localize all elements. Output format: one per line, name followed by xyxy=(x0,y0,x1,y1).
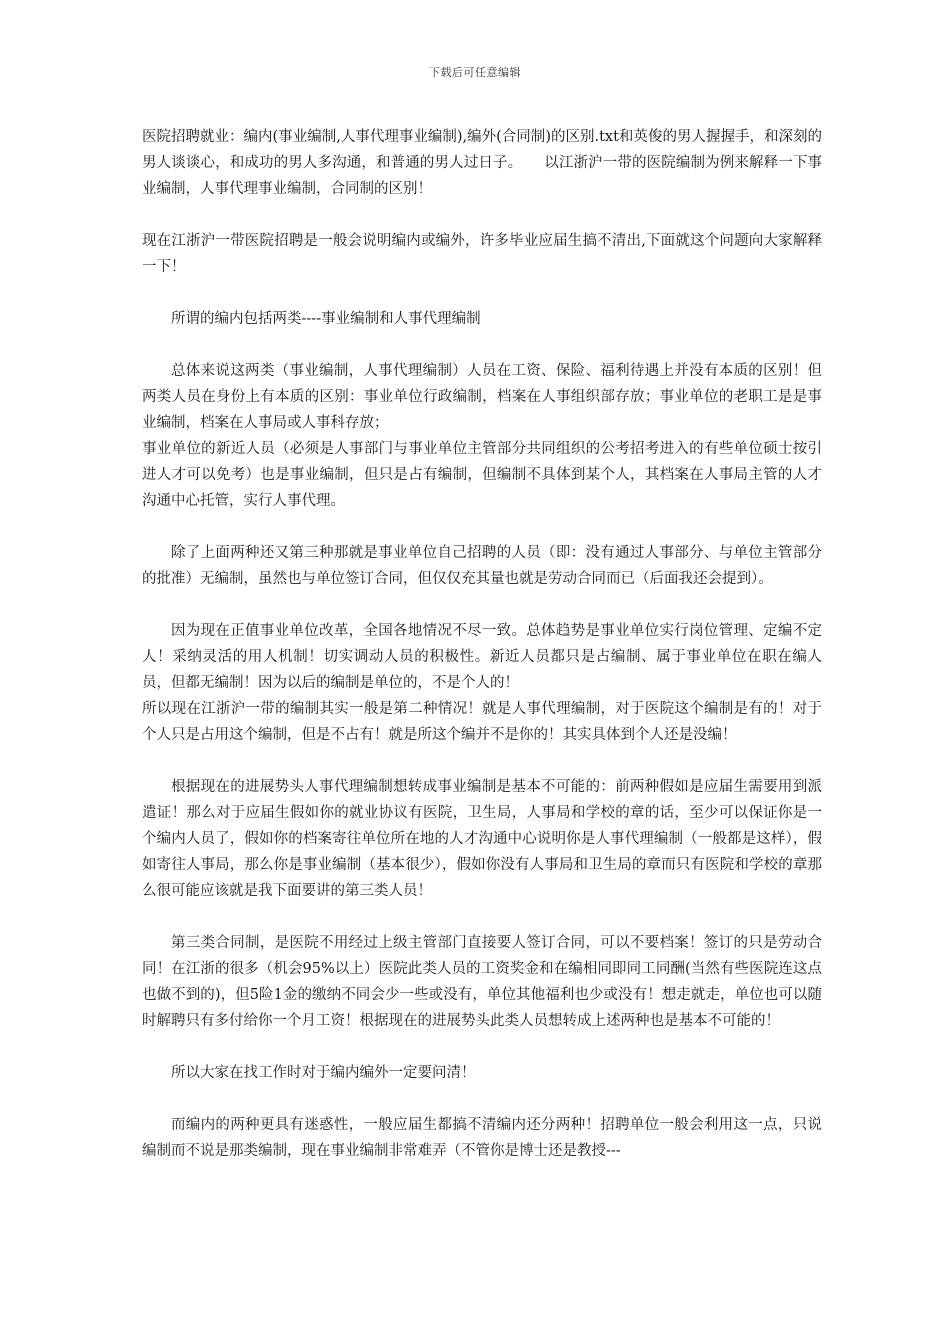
paragraph-6: 根据现在的进展势头人事代理编制想转成事业编制是基本不可能的：前两种假如是应届生需要用到派遣证！那么对于应届生假如你的就业协议有医院，卫生局，人事局和学校的章的话，至少可以保证你是一个编内人员了，假如你的档案寄往单位所在地的人才沟通中心说明你是人事代理编制（一般都是这样），假如寄往人事局，那么你是事业编制（基本很少），假如你没有人事局和卫生局的章而只有医院和学校的章那么很可能应该就是我下面要讲的第三类人员！ xyxy=(142,779,822,899)
paragraph-9: 而编内的两种更具有迷惑性，一般应届生都搞不清编内还分两种！招聘单位一般会利用这一点，只说编制而不说是那类编制，现在事业编制非常难弄（不管你是博士还是教授--- xyxy=(142,1117,822,1159)
paragraph-1: 现在江浙沪一带医院招聘是一般会说明编内或编外，许多毕业应届生搞不清出,下面就这个问题向大家解释一下！ xyxy=(142,233,822,275)
paragraph-8: 所以大家在找工作时对于编内编外一定要问清！ xyxy=(171,1065,476,1081)
paragraph-intro: 医院招聘就业：编内(事业编制,人事代理事业编制),编外(合同制)的区别.txt和英俊的男人握握手，和深刻的男人谈谈心，和成功的男人多沟通，和普通的男人过日子。 以江浙沪一带的医院编制为例来解释一下事业编制，人事代理事业编制，合同制的区别！ xyxy=(142,129,822,197)
paragraph-3-part-b: 事业单位的新近人员（必须是人事部门与事业单位主管部分共同组织的公考招考进入的有些单位硕士按引进人才可以免考）也是事业编制，但只是占有编制，但编制不具体到某个人，其档案在人事局主管的人才沟通中心托管，实行人事代理。 xyxy=(142,441,822,509)
paragraph-5-part-b: 所以现在江浙沪一带的编制其实一般是第二种情况！就是人事代理编制，对于医院这个编制是有的！对于个人只是占用这个编制，但是不占有！就是所这个编并不是你的！其实具体到个人还是没编！ xyxy=(142,701,822,743)
paragraph-5 xyxy=(142,618,822,748)
paragraph-5-part-a: 因为现在正值事业单位改革，全国各地情况不尽一致。总体趋势是事业单位实行岗位管理、定编不定人！采纳灵活的用人机制！切实调动人员的积极性。新近人员都只是占编制、属于事业单位在职在编人员，但都无编制！因为以后的编制是单位的，不是个人的！ xyxy=(142,623,822,691)
paragraph-2: 所谓的编内包括两类----事业编制和人事代理编制 xyxy=(171,311,481,327)
document-body xyxy=(142,124,822,1190)
paragraph-7: 第三类合同制，是医院不用经过上级主管部门直接要人签订合同，可以不要档案！签订的只是劳动合同！在江浙的很多（机会95%以上）医院此类人员的工资奖金和在编相同即同工同酬(当然有些医院连这点也做不到的)，但5险1金的缴纳不同会少一些或没有，单位其他福利也少或没有！想走就走，单位也可以随时解聘只有多付给你一个月工资！根据现在的进展势头此类人员想转成上述两种也是基本不可能的！ xyxy=(142,935,822,1029)
paragraph-4: 除了上面两种还又第三种那就是事业单位自己招聘的人员（即：没有通过人事部分、与单位主管部分的批准）无编制，虽然也与单位签订合同，但仅仅充其量也就是劳动合同而已（后面我还会提到）。 xyxy=(142,545,822,587)
paragraph-3 xyxy=(142,358,822,514)
paragraph-3-part-a: 总体来说这两类（事业编制，人事代理编制）人员在工资、保险、福利待遇上并没有本质的区别！但两类人员在身份上有本质的区别：事业单位行政编制，档案在人事组织部存放；事业单位的老职工是是事业编制，档案在人事局或人事科存放； xyxy=(142,363,822,431)
page-header: 下载后可任意编辑 xyxy=(429,66,521,79)
